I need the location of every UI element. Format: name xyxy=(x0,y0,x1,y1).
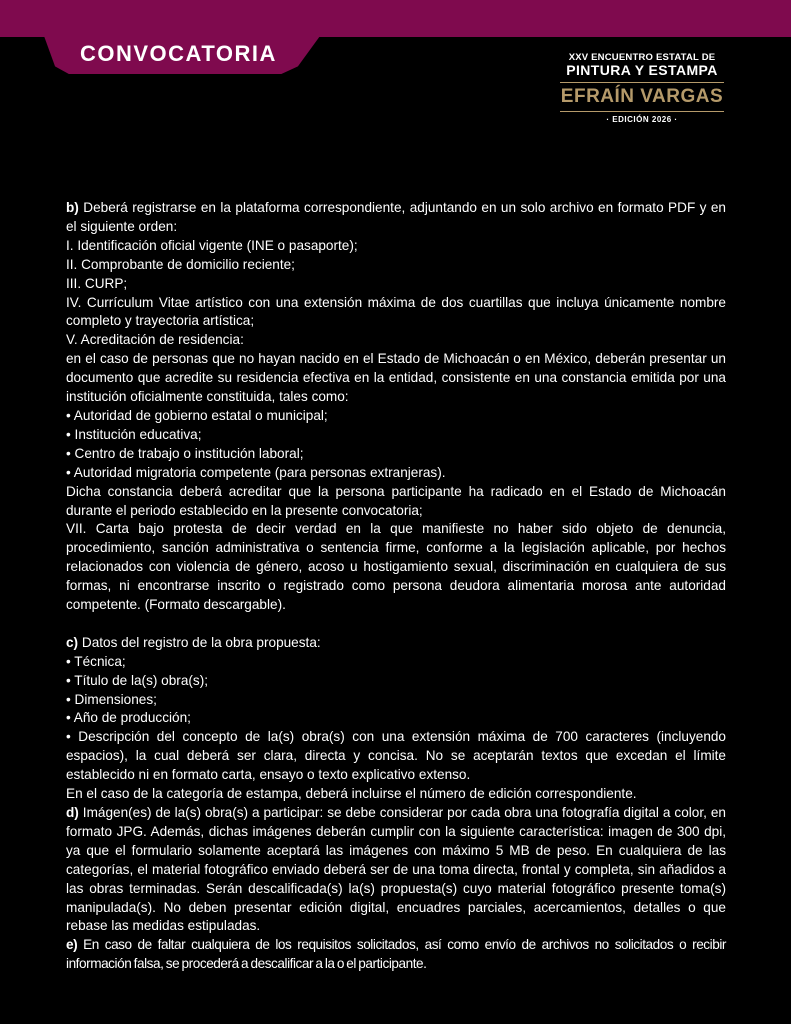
event-logo xyxy=(552,52,732,124)
logo-divider xyxy=(560,82,724,83)
list-item: II. Comprobante de domicilio reciente; xyxy=(66,256,295,272)
spacer xyxy=(66,615,726,634)
logo-line-4: · EDICIÓN 2026 · xyxy=(606,115,678,124)
list-item: VII. Carta bajo protesta de decir verdad en la que manifieste no haber sido objeto de denuncia, procedimiento, sanción administrativa o sentencia firme, conforme a la legislación aplicable, por hechos relacionados con violencia de género, acoso u hostigamiento sexual, discriminación en cualquiera de sus formas, ni encontrarse inscrito o registrado como persona deudora alimentaria morosa ante autoridad competente. (Formato descargable). xyxy=(66,521,726,613)
bullet-item: • Autoridad de gobierno estatal o municipal; xyxy=(66,407,328,423)
logo-line-2: PINTURA Y ESTAMPA xyxy=(566,62,718,78)
bullet-item: • Autoridad migratoria competente (para personas extranjeras). xyxy=(66,464,446,480)
document-body xyxy=(66,199,726,974)
logo-line-3: EFRAÍN VARGAS xyxy=(560,86,724,107)
paragraph: En el caso de la categoría de estampa, deberá incluirse el número de edición correspondiente. xyxy=(66,786,637,802)
bullet-item: • Centro de trabajo o institución laboral; xyxy=(66,445,304,461)
paragraph: Dicha constancia deberá acreditar que la persona participante ha radicado en el Estado de Michoacán durante el periodo establecido en la presente convocatoria; xyxy=(66,483,726,518)
bullet-item: • Descripción del concepto de la(s) obra(s) con una extensión máxima de 700 caracteres (incluyendo espacios), la cual deberá ser clara, directa y concisa. No se aceptarán textos que excedan el límite establecido ni en formato carta, ensayo o texto explicativo extenso. xyxy=(66,729,726,783)
section-e: e) En caso de faltar cualquiera de los requisitos solicitados, así como envío de archivos no solicitados o recibir información falsa, se procederá a descalificar a la o el participante. xyxy=(66,937,726,972)
section-label: b) xyxy=(66,200,79,215)
logo-divider xyxy=(560,111,724,112)
list-item: I. Identificación oficial vigente (INE o pasaporte); xyxy=(66,237,358,253)
bullet-item: • Institución educativa; xyxy=(66,426,202,442)
bullet-item: • Año de producción; xyxy=(66,710,191,726)
list-item: IV. Currículum Vitae artístico con una extensión máxima de dos cuartillas que incluya únicamente nombre completo y trayectoria artística; xyxy=(66,294,726,329)
section-c-intro: c) Datos del registro de la obra propuesta: xyxy=(66,634,321,650)
list-item: V. Acreditación de residencia: xyxy=(66,332,244,348)
section-label: c) xyxy=(66,634,79,650)
header-banner xyxy=(0,0,791,37)
bullet-item: • Dimensiones; xyxy=(66,691,157,707)
section-d: d) Imágen(es) de la(s) obra(s) a participar: se debe considerar por cada obra una fotografía digital a color, en formato JPG. Además, dichas imágenes deberán cumplir con la siguiente característica: imagen de 300 dpi, ya que el formulario solamente aceptará las imágenes con máximo 5 MB de peso. En cualquiera de las categorías, el material fotográfico enviado deberá ser de una toma directa, frontal y completa, sin añadidos a las obras terminadas. Serán descalificada(s) la(s) propuesta(s) cuyo material fotográfico presente toma(s) manipulada(s). No deben presentar edición digital, encuadres parciales, acercamientos, detalles o que rebase las medidas estipuladas. xyxy=(66,804,726,934)
section-label: d) xyxy=(66,804,79,820)
bullet-item: • Técnica; xyxy=(66,653,126,669)
logo-line-1: XXV ENCUENTRO ESTATAL DE xyxy=(568,52,716,63)
section-b-intro: b) Deberá registrarse en la plataforma correspondiente, adjuntando en un solo archivo en formato PDF y en el siguiente orden: xyxy=(66,200,726,234)
bullet-item: • Título de la(s) obra(s); xyxy=(66,672,209,688)
section-label: e) xyxy=(66,937,78,953)
paragraph: en el caso de personas que no hayan nacido en el Estado de Michoacán o en México, deberán presentar un documento que acredite su residencia efectiva en la entidad, consistente en una constancia emitida por una institución oficialmente constituida, tales como: xyxy=(66,351,726,405)
list-item: III. CURP; xyxy=(66,275,128,291)
page-title: CONVOCATORIA xyxy=(80,41,277,66)
